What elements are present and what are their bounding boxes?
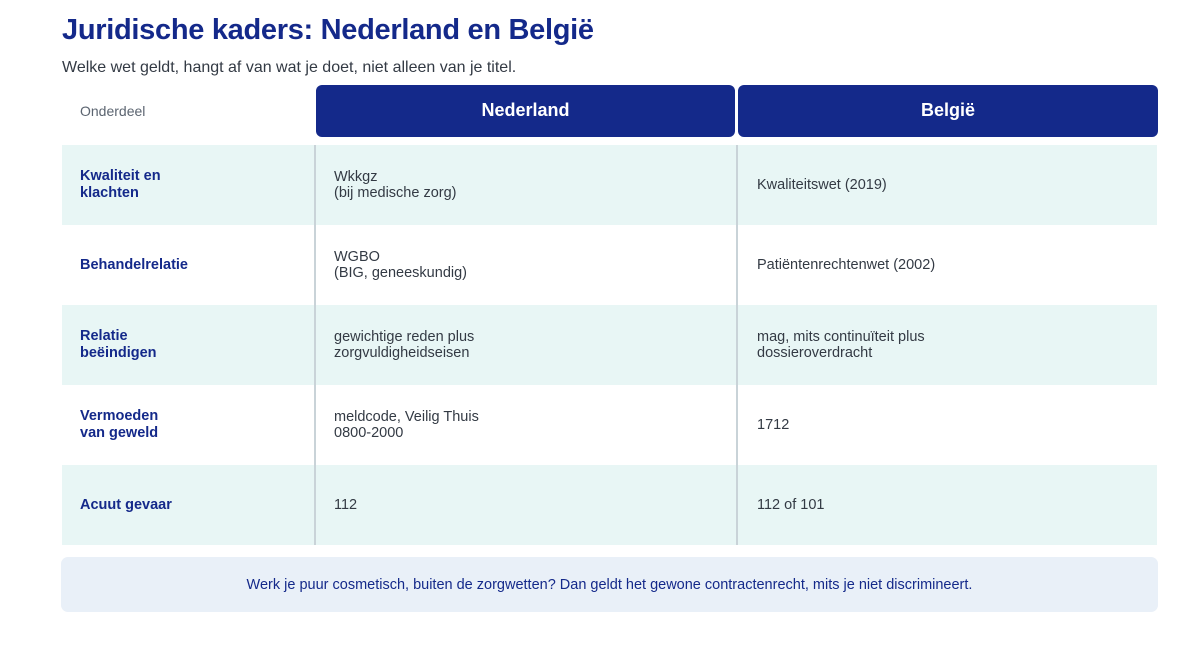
table-row-acuut-gevaar xyxy=(62,465,1157,545)
row-label-text: Behandelrelatie xyxy=(80,256,188,273)
header-belgie: België xyxy=(738,85,1158,137)
table-row-vermoeden-geweld xyxy=(62,385,1157,465)
cell-nederland: WGBO (BIG, geneeskundig) xyxy=(334,248,467,281)
table-header xyxy=(62,85,1158,137)
row-label-text: Vermoeden van geweld xyxy=(80,408,159,441)
page-subtitle: Welke wet geldt, hangt af van wat je doet, niet alleen van je titel. xyxy=(62,59,517,76)
row-label xyxy=(62,145,315,225)
row-label xyxy=(62,385,315,465)
row-label-text: Acuut gevaar xyxy=(80,496,172,513)
cell-belgie: Kwaliteitswet (2019) xyxy=(757,176,887,193)
cell-belgie: mag, mits continuïteit plus dossieroverdracht xyxy=(757,328,925,361)
cell-nederland: meldcode, Veilig Thuis 0800-2000 xyxy=(334,408,479,441)
cell-belgie: Patiëntenrechtenwet (2002) xyxy=(757,256,936,273)
table-row-relatie-beeindigen xyxy=(62,305,1157,385)
page-title: Juridische kaders: Nederland en België xyxy=(62,14,594,46)
column-divider xyxy=(736,145,738,545)
table-row-behandelrelatie xyxy=(62,225,1157,305)
cell-nederland: gewichtige reden plus zorgvuldigheidseisen xyxy=(334,328,475,361)
header-label-onderdeel: Onderdeel xyxy=(80,103,146,119)
column-divider xyxy=(314,145,316,545)
row-label-text: Relatie beëindigen xyxy=(80,328,157,361)
footnote-text: Werk je puur cosmetisch, buiten de zorgwetten? Dan geldt het gewone contractenrecht, mits je niet discrimineert. xyxy=(246,576,973,593)
cell-belgie: 1712 xyxy=(757,416,790,433)
comparison-table xyxy=(62,145,1157,545)
cell-nederland: Wkkgz (bij medische zorg) xyxy=(334,168,457,201)
row-label xyxy=(62,225,315,305)
row-label xyxy=(62,465,315,545)
row-label xyxy=(62,305,315,385)
header-nederland: Nederland xyxy=(316,85,735,137)
cell-nederland: 112 xyxy=(334,496,358,513)
row-label-text: Kwaliteit en klachten xyxy=(80,168,161,201)
footnote-box xyxy=(61,557,1158,612)
table-row-kwaliteit xyxy=(62,145,1157,225)
cell-belgie: 112 of 101 xyxy=(757,496,825,513)
